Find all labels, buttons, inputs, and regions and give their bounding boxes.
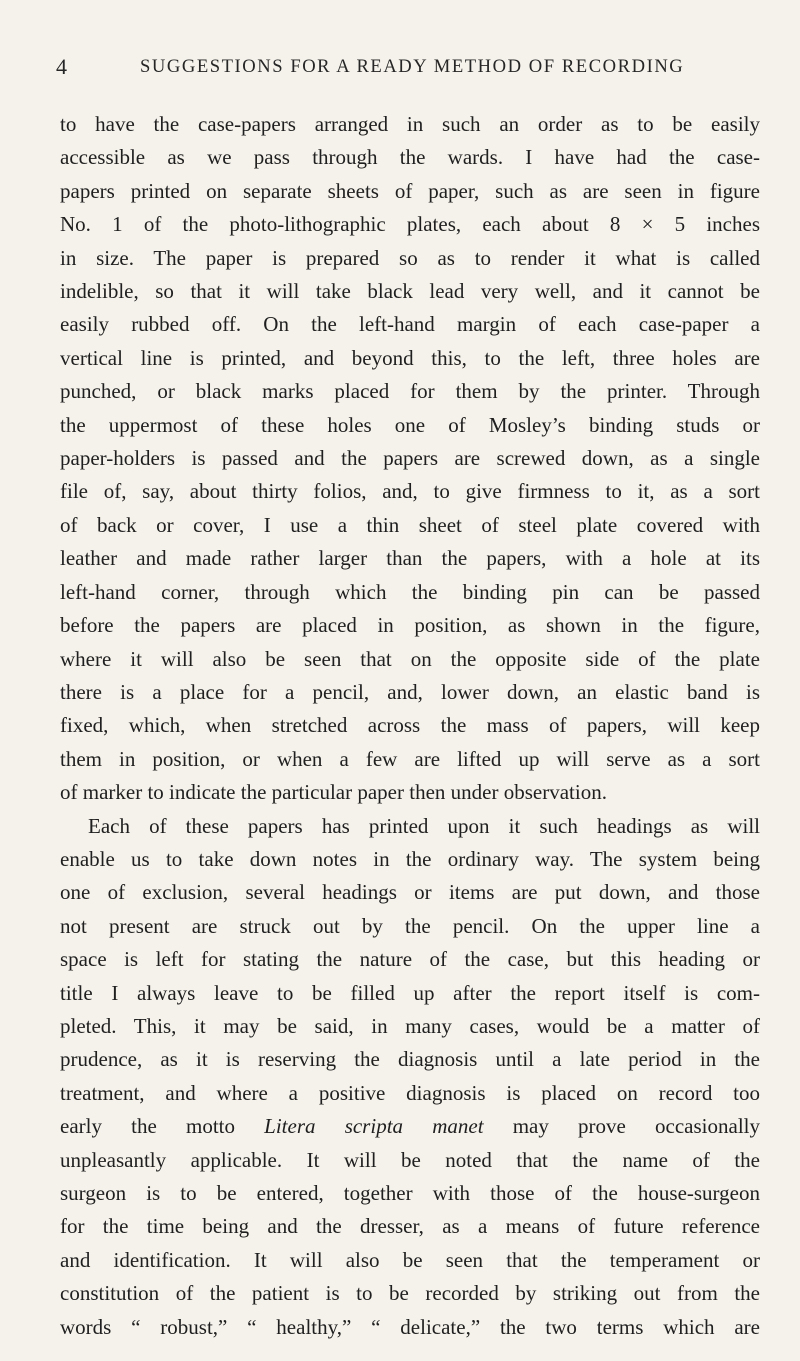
page-number: 4	[56, 54, 67, 79]
text-line: there is a place for a pencil, and, lower down, an elastic band is	[60, 679, 760, 704]
text-line: accessible as we pass through the wards. I have had the case-	[60, 145, 760, 170]
text-run: early the motto	[60, 1114, 265, 1139]
body-text	[60, 108, 760, 1344]
text-line: to have the case-papers arranged in such an order as to be easily	[60, 112, 760, 136]
text-line: the uppermost of these holes one of Mosley’s binding studs or	[60, 412, 760, 437]
text-line: left-hand corner, through which the binding pin can be passed	[60, 579, 760, 604]
text-line: easily rubbed off. On the left-hand margin of each case-paper a	[60, 312, 760, 337]
text-line: indelible, so that it will take black lead very well, and it cannot be	[60, 279, 760, 304]
text-line: them in position, or when a few are lifted up will serve as a sort	[60, 746, 760, 771]
text-line: in size. The paper is prepared so as to render it what is called	[60, 245, 760, 270]
text-line: surgeon is to be entered, together with those of the house-surgeon	[60, 1181, 760, 1205]
text-line: file of, say, about thirty folios, and, to give firmness to it, as a sort	[60, 479, 760, 504]
latin-motto: Litera scripta manet	[264, 1114, 484, 1139]
text-run: may prove occasionally	[483, 1114, 760, 1139]
text-line: space is left for stating the nature of the case, but this heading or	[60, 947, 760, 972]
text-line: before the papers are placed in position, as shown in the figure,	[60, 613, 760, 638]
text-line: pleted. This, it may be said, in many cases, would be a matter of	[60, 1013, 760, 1038]
text-line: and identification. It will also be seen that the temperament or	[60, 1247, 760, 1272]
text-line: treatment, and where a positive diagnosis is placed on record too	[60, 1080, 760, 1105]
text-line: unpleasantly applicable. It will be noted that the name of the	[60, 1147, 760, 1172]
text-line-italic-motto	[60, 1110, 760, 1143]
text-line: punched, or black marks placed for them by the printer. Through	[60, 379, 760, 404]
text-line: Each of these papers has printed upon it such headings as will	[88, 813, 760, 838]
text-line: enable us to take down notes in the ordinary way. The system being	[60, 846, 760, 871]
text-line: leather and made rather larger than the papers, with a hole at its	[60, 546, 760, 571]
running-header	[56, 54, 756, 84]
text-line: for the time being and the dresser, as a means of future reference	[60, 1214, 760, 1239]
text-line: vertical line is printed, and beyond this, to the left, three holes are	[60, 345, 760, 370]
text-line: constitution of the patient is to be recorded by striking out from the	[60, 1281, 760, 1306]
text-line: words “ robust,” “ healthy,” “ delicate,” the two terms which are	[60, 1314, 760, 1339]
text-line: one of exclusion, several headings or items are put down, and those	[60, 880, 760, 905]
text-line: fixed, which, when stretched across the mass of papers, will keep	[60, 713, 760, 738]
text-line: where it will also be seen that on the opposite side of the plate	[60, 646, 760, 671]
text-line: title I always leave to be filled up after the report itself is com-	[60, 980, 760, 1005]
text-line: papers printed on separate sheets of paper, such as are seen in figure	[60, 178, 760, 203]
text-line: of back or cover, I use a thin sheet of steel plate covered with	[60, 512, 760, 537]
running-title: SUGGESTIONS FOR A READY METHOD OF RECORDING	[140, 56, 685, 77]
text-line: of marker to indicate the particular paper then under observation.	[60, 780, 607, 805]
text-line: paper-holders is passed and the papers are screwed down, as a single	[60, 446, 760, 471]
text-line: No. 1 of the photo-lithographic plates, each about 8 × 5 inches	[60, 212, 760, 237]
text-line: not present are struck out by the pencil. On the upper line a	[60, 913, 760, 938]
text-line: prudence, as it is reserving the diagnosis until a late period in the	[60, 1047, 760, 1072]
